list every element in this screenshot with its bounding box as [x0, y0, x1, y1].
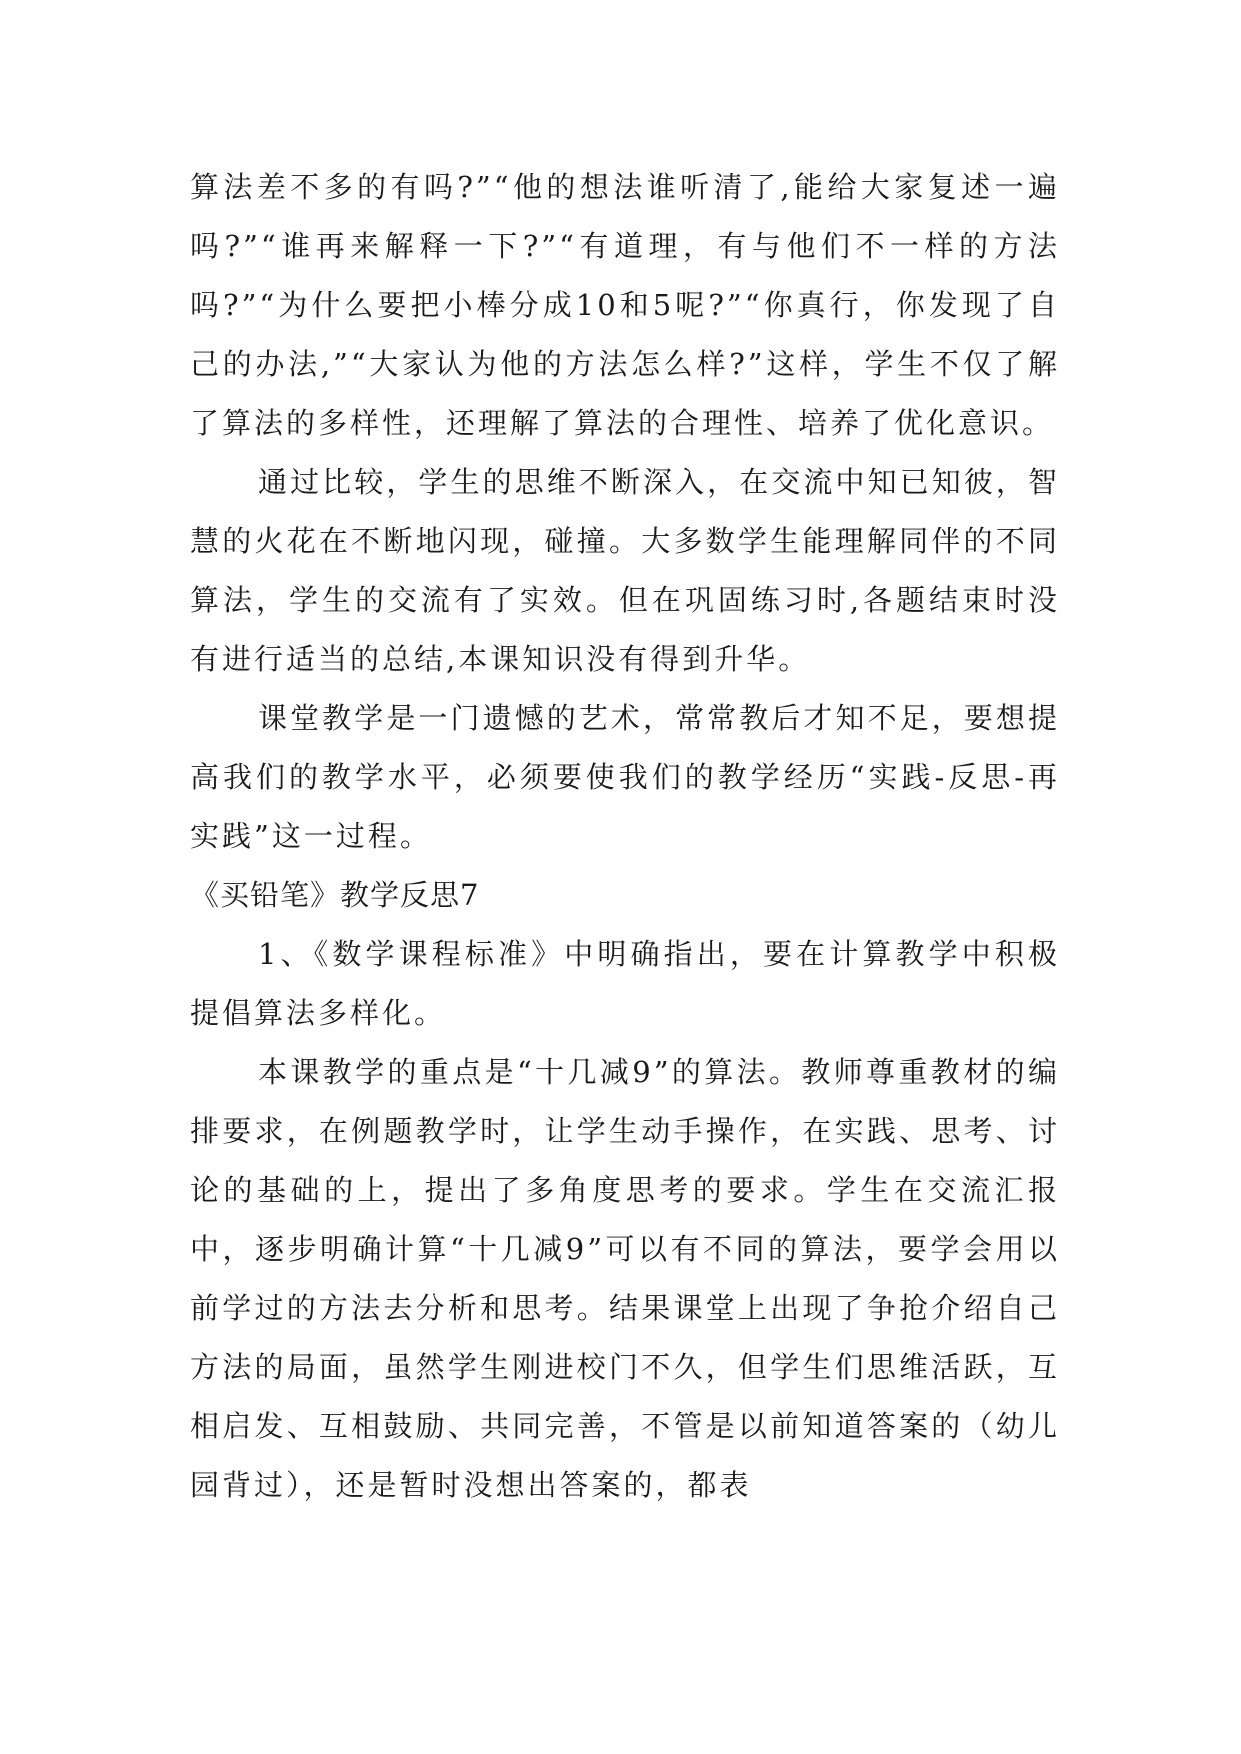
paragraph-classroom-teaching: 课堂教学是一门遗憾的艺术，常常教后才知不足，要想提高我们的教学水平，必须要使我们的教学经历“实践-反思-再实践”这一过程。 [190, 701, 1060, 853]
paragraph-comparison: 通过比较，学生的思维不断深入，在交流中知已知彼，智慧的火花在不断地闪现，碰撞。大多数学生能理解同伴的不同算法，学生的交流有了实效。但在巩固练习时,各题结束时没有进行适当的总结,本课知识没有得到升华。 [190, 465, 1060, 676]
paragraph-continued: 算法差不多的有吗?”“他的想法谁听清了,能给大家复述一遍吗?”“谁再来解释一下?”“有道理，有与他们不一样的方法吗?”“为什么要把小棒分成10和5呢?”“你真行，你发现了自己的办法,”“大家认为他的方法怎么样?”这样，学生不仅了解了算法的多样性，还理解了算法的合理性、培养了优化意识。 [190, 170, 1060, 440]
document-body [190, 158, 1060, 1515]
section-title: 《买铅笔》教学反思7 [190, 878, 480, 912]
paragraph-curriculum-standard: 1、《数学课程标准》中明确指出，要在计算教学中积极提倡算法多样化。 [190, 937, 1060, 1030]
paragraph-lesson-focus: 本课教学的重点是“十几减9”的算法。教师尊重教材的编排要求，在例题教学时，让学生动手操作，在实践、思考、讨论的基础的上，提出了多角度思考的要求。学生在交流汇报中，逐步明确计算“十几减9”可以有不同的算法，要学会用以前学过的方法去分析和思考。结果课堂上出现了争抢介绍自己方法的局面，虽然学生刚进校门不久，但学生们思维活跃，互相启发、互相鼓励、共同完善，不管是以前知道答案的（幼儿园背过），还是暂时没想出答案的，都表 [190, 1055, 1060, 1502]
